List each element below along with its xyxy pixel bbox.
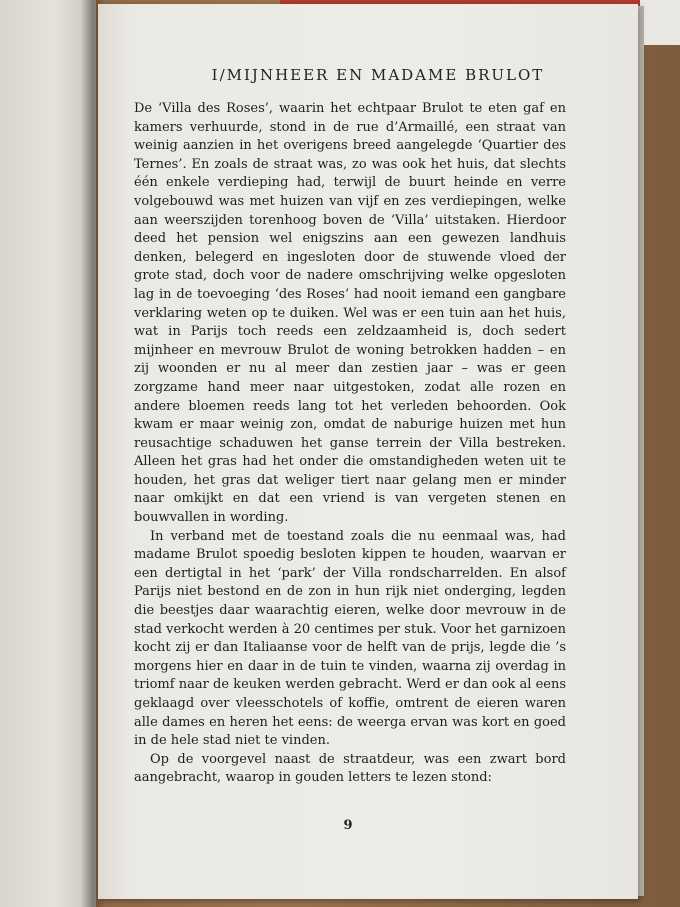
paragraph: De ‘Villa des Roses’, waarin het echtpaar Brulot te eten gaf en kamers verhuurde, stond in de rue d’Armaillé, een straat van weinig aanzien in het overigens breed aangelegde ‘Quartier des Ternes’. En zoals de straat was, zo was ook het huis, dat slechts één enkele verdieping had, terwijl de buurt heinde en verre volgebouwd was met huizen van vijf en zes verdiepingen, welke aan weerszijden torenhoog boven de ‘Villa’ uitstaken. Hierdoor deed het pension wel enigszins aan een gewezen landhuis denken, belegerd en ingesloten door de stuwende vloed der grote stad, doch voor de nadere omschrijving welke opgesloten lag in de toevoeging ‘des Roses’ had nooit iemand een gangbare verklaring weten op te duiken. Wel was er een tuin aan het huis, wat in Parijs toch reeds een zeldzaamheid is, doch sedert mijnheer en mevrouw Brulot de woning betrokken hadden – en zij woonden er nu al meer dan zestien jaar – was er geen zorgzame hand meer naar uitgestoken, zodat alle rozen en andere bloemen reeds lang tot het verleden behoorden. Ook kwam er maar weinig zon, omdat de naburige huizen met hun reusachtige schaduwen het ganse terrein der Villa bestreken. Alleen het gras had het onder die omstandigheden weten uit te houden, het gras dat weliger tiert naar gelang men er minder naar omkijkt en dat een vriend is van vergeten stenen en bouwvallen in wording. [134, 101, 566, 526]
body-text [134, 100, 566, 788]
page-number: 9 [343, 818, 353, 833]
paragraph: Op de voorgevel naast de straatdeur, was een zwart bord aangebracht, waarop in gouden letters te lezen stond: [134, 751, 566, 786]
book-page [98, 4, 638, 899]
paragraph: In verband met de toestand zoals die nu eenmaal was, had madame Brulot spoedig besloten kippen te houden, waarvan er een dertigtal in het ‘park’ der Villa rondscharrelden. En alsof Parijs niet bestond en de zon in hun rijk niet onderging, legden die beestjes daar waarachtig eieren, welke door mevrouw in de stad verkocht werden à 20 centimes per stuk. Voor het garnizoen kocht zij er dan Italiaanse voor de helft van de prijs, legde die ’s morgens hier en daar in de tuin te vinden, waarna zij overdag in triomf naar de keuken werden gebracht. Werd er dan ook al eens geklaagd over vleesschotels of koffie, omtrent de eieren waren alle dames en heren het eens: de weerga ervan was kort en goed in de hele stad niet te vinden. [134, 528, 566, 749]
running-head: I/MIJNHEER EN MADAME BRULOT [211, 66, 545, 84]
